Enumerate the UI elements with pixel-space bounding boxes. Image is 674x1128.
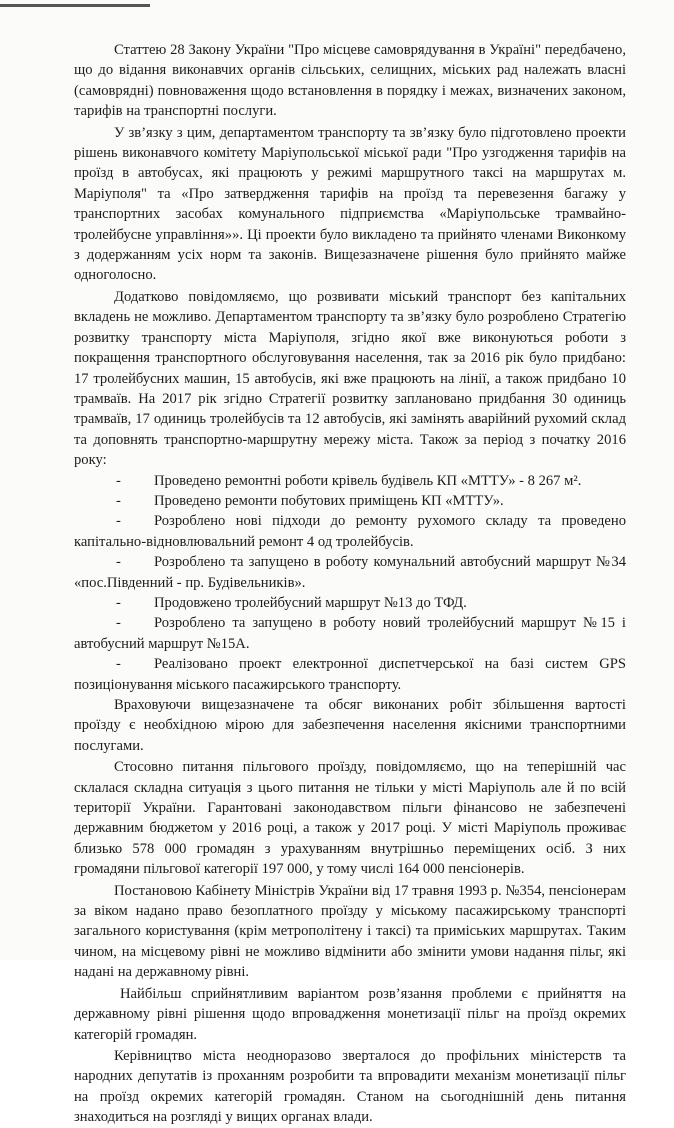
paragraph-monetization-option: Найбільш сприйнятливим варіантом розв’язання проблеми є прийняття на державному рівні рішення щодо впровадження монетизації пільг на проїзд окремих категорій громадян. <box>74 985 626 1043</box>
list-dash: - <box>116 492 121 509</box>
list-dash: - <box>116 554 121 571</box>
list-item <box>74 593 626 613</box>
top-rule-line <box>0 4 150 7</box>
list-item-text: Розроблено та запущено в роботу новий тролейбусний маршрут №15 і автобусний маршрут №15А. <box>74 615 626 652</box>
paragraph-fare-increase: Враховуючи вищезазначене та обсяг виконаних робіт збільшення вартості проїзду є необхідною мірою для забезпечення населення якісними транспортними послугами. <box>74 697 626 754</box>
list-item <box>74 471 626 491</box>
list-item <box>74 613 626 654</box>
paragraph-draft-decisions: У зв’язку з цим, департаментом транспорту та зв’язку було підготовлено проекти рішень виконавчого комітету Маріупольської міської ради "Про узгодження тарифів на проїзд в автобусах, які працюють у режимі маршрутного таксі на маршрутах м. Маріуполя" та «Про затвердження тарифів на проїзд та перевезення багажу у транспортних засобах комунального підприємства «Маріупольське трамвайно-тролейбусне управління»». Ці проекти було викладено та прийнято членами Виконкому з додержанням усіх норм та законів. Вищезазначене рішення було прийнято майже одноголосно. <box>74 124 626 284</box>
paragraph-city-appeals: Керівництво міста неодноразово зверталося до профільних міністерств та народних депутатів із проханням розробити та впровадити механізм монетизації пільг на проїзд окремих категорій громадян. Станом на сьогоднішній день питання знаходиться на розгляді у вищих органах влади. <box>74 1047 626 1126</box>
list-item-text: Розроблено нові підходи до ремонту рухомого складу та проведено капітально-відновлювальний ремонт 4 од тролейбусів. <box>74 513 626 550</box>
list-item <box>74 511 626 552</box>
works-list <box>74 471 626 695</box>
list-dash: - <box>116 656 121 673</box>
paragraph-law-article: Статтею 28 Закону України "Про місцеве самоврядування в Україні" передбачено, що до відання виконавчих органів сільських, селищних, міських рад належать власні (самоврядні) повноваження щодо встановлення в порядку і межах, визначених законом, тарифів на транспортні послуги. <box>74 42 626 120</box>
list-dash: - <box>116 615 121 632</box>
list-dash: - <box>116 513 121 530</box>
list-item-text: Продовжено тролейбусний маршрут №13 до ТФД. <box>154 594 467 611</box>
list-dash: - <box>116 472 121 489</box>
list-item-text: Проведено ремонтні роботи крівель будівель КП «МТТУ» - 8 267 м². <box>154 472 582 489</box>
list-dash: - <box>116 594 121 611</box>
list-item-text: Проведено ремонти побутових приміщень КП «МТТУ». <box>154 492 504 509</box>
paragraph-development-strategy: Додатково повідомляємо, що розвивати міський транспорт без капітальних вкладень не можливо. Департаментом транспорту та зв’язку було розроблено Стратегію розвитку транспорту міста Маріуполя, згідно якої вже виконуються роботи з покращення транспортного обслуговування населення, так за 2016 рік було придбано: 17 тролейбусних машин, 15 автобусів, які вже працюють на лінії, а також придбано 10 трамваїв. На 2017 рік згідно Стратегії розвитку заплановано придбання 30 одиниць трамваїв, 17 одиниць тролейбусів та 12 автобусів, які замінять аварійний рухомий склад та доповнять транспортно-маршрутну мережу міста. Також за період з початку 2016 року: <box>74 288 626 469</box>
list-item <box>74 552 626 593</box>
paragraph-privileged-travel: Стосовно питання пільгового проїзду, повідомляємо, що на теперішній час склалася складна ситуація з цього питання не тільки у місті Маріуполь але й по всій території України. Гарантовані законодавством пільги фінансово не забезпечені державним бюджетом у 2016 році, а також у 2017 році. У місті Маріуполь проживає близько 578 000 громадян з урахуванням внутрішньо переміщених осіб. З них громадяни пільгової категорії 197 000, у тому числі 164 000 пенсіонерів. <box>74 759 626 878</box>
paragraph-cabinet-resolution: Постановою Кабінету Міністрів України від 17 травня 1993 р. №354, пенсіонерам за віком надано право безоплатного проїзду у міському пасажирському транспорті загального користування (крім метрополітену і таксі) та приміських маршрутах. Таким чином, на місцевому рівні не можливо відмінити або змінити умови надання пільг, які надані на державному рівні. <box>74 882 626 981</box>
list-item <box>74 654 626 695</box>
list-item-text: Розроблено та запущено в роботу комунальний автобусний маршрут №34 «пос.Південний - пр. Будівельників». <box>74 554 626 591</box>
list-item <box>74 491 626 511</box>
list-item-text: Реалізовано проект електронної диспетчерської на базі систем GPS позиціонування міського пасажирського транспорту. <box>74 656 626 693</box>
